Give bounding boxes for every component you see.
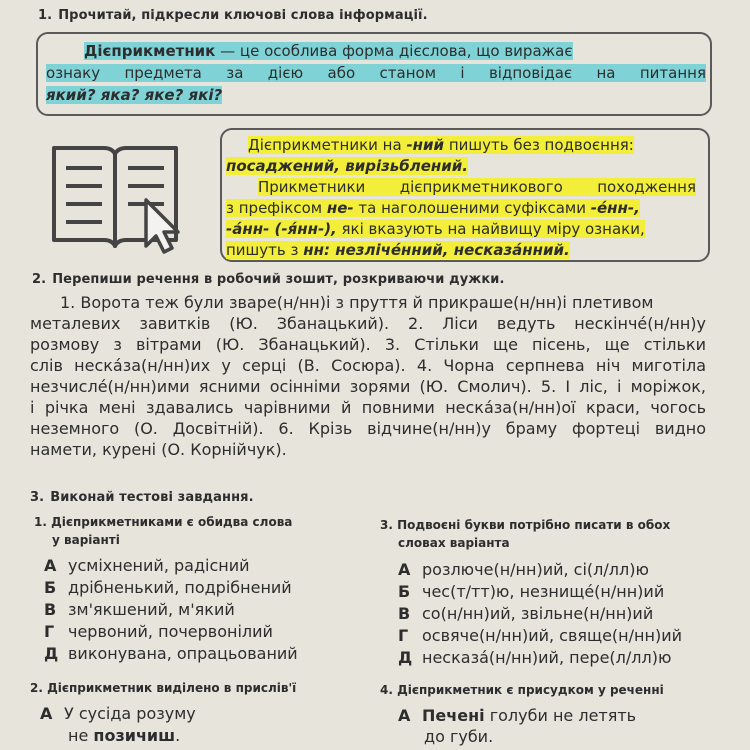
q2-line-2-c: .	[175, 726, 181, 745]
option-text: виконувана, опрацьований	[68, 644, 298, 663]
rule-line-2	[226, 157, 468, 175]
option-letter: В	[398, 604, 411, 623]
definition-line-3	[46, 86, 222, 104]
option-text: дрібненький, подрібнений	[68, 578, 292, 597]
option-text: червоний, почервонілий	[68, 622, 273, 641]
task2-text	[30, 293, 706, 461]
option-text: освяче(н/нн)ий, свяще(н/нн)ий	[422, 626, 682, 645]
q3-options	[398, 560, 682, 670]
task2-line: неземного (О. Досвітній). 6. Крізь відчине(н/нн)у браму фортеці видно	[30, 419, 706, 438]
task1-number: 1.	[38, 8, 53, 23]
task2-number: 2.	[32, 272, 47, 287]
definition-line-1-rest: — це особлива форма дієслова, що виражає	[215, 42, 573, 60]
task2-line: намети, курені (О. Корнійчук).	[30, 440, 287, 459]
rule-suffix-ann: -а́нн- (-я́нн-),	[226, 220, 337, 238]
option-letter: А	[40, 704, 53, 723]
rule-line-4-a: з префіксом	[226, 199, 327, 217]
rule-examples-2: незліче́нний, несказа́нний.	[329, 241, 570, 259]
rule-prefix: не-	[326, 199, 354, 217]
rule-line-3	[258, 178, 696, 196]
task2-heading	[32, 272, 505, 287]
rule-line-4-c: та наголошеними суфіксами	[353, 199, 591, 217]
task1-heading	[38, 8, 428, 23]
option-letter: Г	[398, 626, 409, 645]
open-book-icon-svg	[40, 138, 190, 258]
q3-option-v[interactable]	[398, 604, 682, 626]
rule-line-1-a: Дієприкметники на	[248, 136, 407, 154]
rule-line-1	[248, 136, 634, 154]
definition-term: Дієприкметник	[84, 42, 216, 60]
option-letter: Д	[398, 648, 413, 667]
rule-line-4	[226, 199, 640, 217]
option-letter: Д	[44, 644, 59, 663]
task2-line: і річка мені здавались чарівними й повними неска́за(н/нн)ої краси, чогось	[30, 398, 706, 417]
rule-suffix-enn: -е́нн-,	[590, 199, 640, 217]
open-book-icon	[40, 138, 190, 258]
rule-line-5	[226, 220, 645, 238]
rule-line-5-b: які вказують на найвищу міру ознаки,	[336, 220, 645, 238]
task3-number: 3.	[30, 490, 45, 505]
task2-line: 1. Ворота теж були зваре(н/нн)і з пруття й прикраше(н/нн)і плетивом	[60, 293, 654, 312]
q2-line-1: У сусіда розуму	[64, 704, 196, 723]
task2-line: незчисле́(н/нн)ими ясними осінніми зорями (Ю. Смолич). 5. І ліс, і моріжок,	[30, 377, 706, 396]
q4-option-a[interactable]	[398, 706, 636, 725]
q1-option-a[interactable]	[44, 556, 298, 578]
option-letter: А	[398, 706, 411, 725]
q2-highlighted-word: позичиш	[93, 726, 176, 745]
option-text: чес(т/тт)ю, незнищé(н/нн)ий	[422, 582, 665, 601]
q1-option-v[interactable]	[44, 600, 298, 622]
task2-line: слів неска́за(н/нн)их у серці (В. Сосюра). 4. Чорна серпнева ніч миготіла	[30, 356, 706, 375]
q3-title-line-2: словах варіанта	[398, 536, 510, 550]
option-letter: А	[398, 560, 411, 579]
definition-questions: який? яка? яке? які?	[46, 86, 223, 104]
task1-title: Прочитай, підкресли ключові слова інформації.	[58, 8, 428, 23]
task2-line: розмову з вітрами (Ю. Збанацький). 3. Стільки ще пісень, ще стільки	[30, 335, 706, 354]
q1-option-d[interactable]	[44, 644, 298, 666]
rule-line-1-c: пишуть без подвоєння:	[444, 136, 634, 154]
option-text: со(н/нн)ий, звільне(н/нн)ий	[422, 604, 654, 623]
task2-title: Перепиши речення в робочий зошит, розкриваючи дужки.	[52, 272, 505, 287]
rule-line-1-suffix: -ний	[406, 136, 445, 154]
option-text: усміхнений, радісний	[68, 556, 250, 575]
task2-line: металевих завитків (Ю. Збанацький). 2. Ліси ведуть нескінче́(н/нн)у	[30, 314, 706, 333]
task3-heading	[30, 490, 254, 505]
q1-title-line-1: 1. Дієприкметниками є обидва слова	[34, 515, 293, 529]
rule-line-6-a: пишуть з	[226, 241, 304, 259]
q2-title: 2. Дієприкметник виділено в прислів'ї	[30, 681, 297, 695]
option-text: зм'якшений, м'який	[68, 600, 235, 619]
definition-line-2	[46, 64, 706, 82]
option-text: несказа́(н/нн)ий, пере(л/лл)ю	[422, 648, 672, 667]
q1-option-b[interactable]	[44, 578, 298, 600]
rule-nn: нн:	[303, 241, 330, 259]
q3-option-d[interactable]	[398, 648, 682, 670]
q3-option-g[interactable]	[398, 626, 682, 648]
definition-line-2-text: ознаку предмета за дією або станом і відповідає на питання	[46, 64, 706, 82]
option-text: розлюче(н/нн)ий, сі(л/лл)ю	[422, 560, 649, 579]
option-letter: Б	[44, 578, 57, 597]
q1-options	[44, 556, 298, 666]
rule-examples-1: посаджений, вирізьблений.	[226, 157, 468, 175]
q2-line-2-a: не	[68, 726, 94, 745]
q1-option-g[interactable]	[44, 622, 298, 644]
q4-line-2: до губи.	[424, 727, 494, 746]
definition-line-1	[84, 42, 704, 60]
q3-title-line-1: 3. Подвоєні букви потрібно писати в обох	[380, 518, 671, 532]
rule-line-6	[226, 241, 570, 259]
q1-title-line-2: у варіанті	[52, 533, 120, 547]
q4-line-1-b: голуби не летять	[484, 706, 637, 725]
rule-line-3-text: Прикметники дієприкметникового походження	[258, 178, 696, 196]
q3-option-a[interactable]	[398, 560, 682, 582]
q3-option-b[interactable]	[398, 582, 682, 604]
q2-line-2	[68, 726, 180, 745]
q2-option-a[interactable]	[40, 704, 196, 723]
q4-title: 4. Дієприкметник є присудком у реченні	[380, 683, 664, 697]
option-letter: В	[44, 600, 57, 619]
q4-highlighted-word: Печені	[422, 706, 485, 725]
option-letter: Б	[398, 582, 411, 601]
option-letter: Г	[44, 622, 55, 641]
option-letter: А	[44, 556, 57, 575]
task3-title: Виконай тестові завдання.	[50, 490, 254, 505]
